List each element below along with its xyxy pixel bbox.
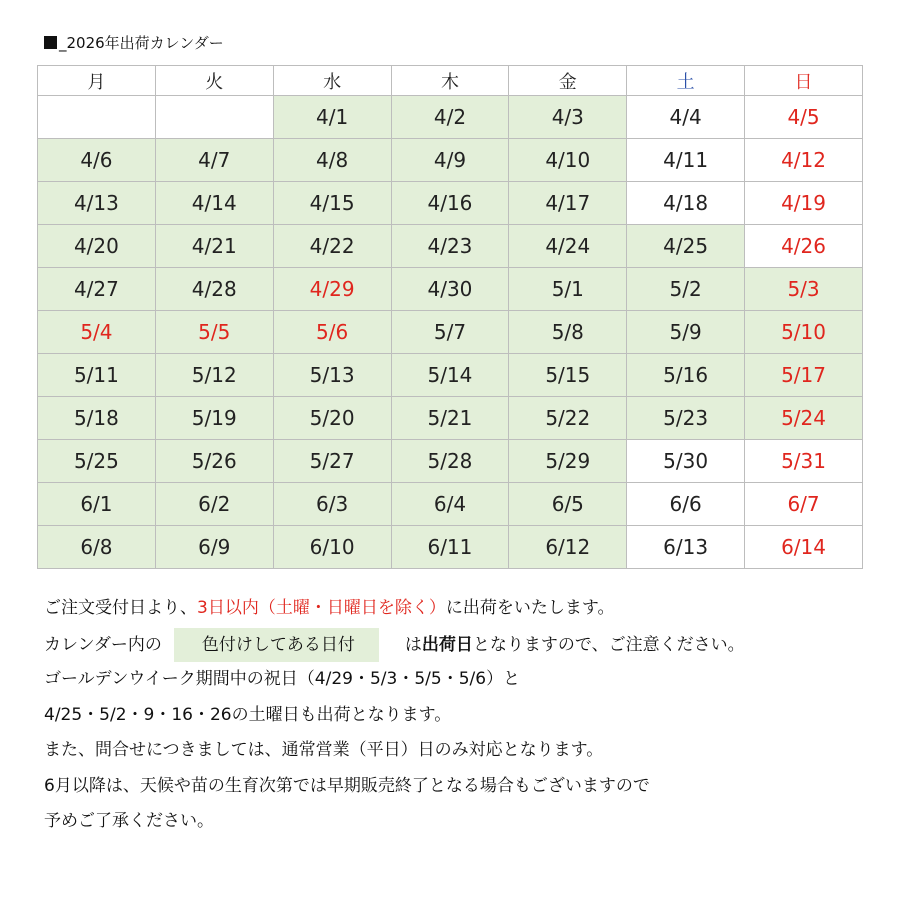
calendar-day-cell: 5/30 [627,440,745,483]
calendar-day-cell: 4/22 [273,225,391,268]
calendar-day-cell: 4/23 [391,225,509,268]
calendar-day-cell: 4/6 [38,139,156,182]
calendar-day-cell: 5/11 [38,354,156,397]
calendar-day-cell: 5/18 [38,397,156,440]
calendar-day-cell: 4/3 [509,96,627,139]
note-line-1 [44,592,884,628]
calendar-day-cell: 5/21 [391,397,509,440]
shipping-calendar [37,65,863,569]
calendar-day-cell: 4/2 [391,96,509,139]
calendar-day-cell: 5/16 [627,354,745,397]
calendar-day-cell: 5/31 [745,440,863,483]
weekday-header-row [38,66,863,96]
calendar-day-cell: 4/21 [155,225,273,268]
note-text: に出荷をいたします。 [445,598,615,618]
calendar-day-cell: 6/6 [627,483,745,526]
calendar-day-cell: 4/13 [38,182,156,225]
note-highlight: 3日以内（土曜・日曜日を除く） [197,598,446,618]
calendar-day-cell: 5/25 [38,440,156,483]
calendar-day-cell: 5/9 [627,311,745,354]
calendar-day-cell: 5/14 [391,354,509,397]
calendar-day-cell: 4/28 [155,268,273,311]
weekday-header: 土 [627,66,745,96]
note-line-2 [44,628,884,664]
calendar-week-row [38,225,863,268]
calendar-day-cell: 5/7 [391,311,509,354]
calendar-day-cell: 4/5 [745,96,863,139]
calendar-day-cell: 4/18 [627,182,745,225]
note-line-7: 予めご了承ください。 [44,811,214,831]
calendar-day-cell: 5/28 [391,440,509,483]
calendar-week-row [38,139,863,182]
calendar-day-cell: 5/29 [509,440,627,483]
calendar-week-row [38,182,863,225]
calendar-day-cell: 5/19 [155,397,273,440]
calendar-day-cell: 4/24 [509,225,627,268]
calendar-day-cell: 5/12 [155,354,273,397]
calendar-day-cell: 5/5 [155,311,273,354]
calendar-day-cell: 4/30 [391,268,509,311]
calendar-week-row [38,483,863,526]
calendar-empty-cell [38,96,156,139]
calendar-day-cell: 6/8 [38,526,156,569]
calendar-day-cell: 5/24 [745,397,863,440]
calendar-week-row [38,96,863,139]
calendar-day-cell: 5/4 [38,311,156,354]
calendar-day-cell: 6/14 [745,526,863,569]
note-line-5: また、問合せにつきましては、通常営業（平日）日のみ対応となります。 [44,740,604,760]
calendar-week-row [38,526,863,569]
note-bold: 出荷日 [421,634,473,655]
calendar-day-cell: 6/11 [391,526,509,569]
calendar-day-cell: 5/15 [509,354,627,397]
weekday-header: 日 [745,66,863,96]
note-text: は [404,634,422,655]
calendar-day-cell: 5/23 [627,397,745,440]
calendar-day-cell: 4/25 [627,225,745,268]
calendar-day-cell: 6/4 [391,483,509,526]
note-line-4: 4/25・5/2・9・16・26の土曜日も出荷となります。 [44,704,452,725]
notes [44,592,884,841]
calendar-day-cell: 4/4 [627,96,745,139]
calendar-day-cell: 5/27 [273,440,391,483]
calendar-day-cell: 6/7 [745,483,863,526]
calendar-day-cell: 5/3 [745,268,863,311]
calendar-week-row [38,354,863,397]
calendar-day-cell: 4/15 [273,182,391,225]
calendar-day-cell: 6/1 [38,483,156,526]
calendar-day-cell: 4/11 [627,139,745,182]
color-sample-label: 色付けしてある日付 [174,628,379,662]
calendar-day-cell: 5/20 [273,397,391,440]
note-line-3: ゴールデンウイーク期間中の祝日（4/29・5/3・5/5・5/6）と [44,669,521,689]
calendar-day-cell: 5/6 [273,311,391,354]
calendar-day-cell: 4/10 [509,139,627,182]
calendar-week-row [38,397,863,440]
calendar-day-cell: 5/13 [273,354,391,397]
calendar-day-cell: 4/27 [38,268,156,311]
calendar-day-cell: 4/19 [745,182,863,225]
calendar-day-cell: 5/2 [627,268,745,311]
weekday-header: 水 [273,66,391,96]
calendar-day-cell: 6/12 [509,526,627,569]
calendar-day-cell: 5/22 [509,397,627,440]
weekday-header: 金 [509,66,627,96]
calendar-day-cell: 6/9 [155,526,273,569]
weekday-header: 月 [38,66,156,96]
calendar-day-cell: 4/9 [391,139,509,182]
calendar-empty-cell [155,96,273,139]
calendar-week-row [38,268,863,311]
calendar-day-cell: 4/1 [273,96,391,139]
calendar-day-cell: 4/7 [155,139,273,182]
calendar-day-cell: 4/20 [38,225,156,268]
note-line-6: 6月以降は、天候や苗の生育次第では早期販売終了となる場合もございますので [44,775,650,796]
calendar-day-cell: 4/12 [745,139,863,182]
note-text: カレンダー内の [44,634,162,655]
calendar-day-cell: 6/2 [155,483,273,526]
calendar-day-cell: 5/8 [509,311,627,354]
calendar-day-cell: 5/10 [745,311,863,354]
calendar-day-cell: 5/1 [509,268,627,311]
page-title [44,32,224,53]
note-text: ご注文受付日より、 [44,598,197,618]
calendar-day-cell: 4/14 [155,182,273,225]
calendar-day-cell: 5/26 [155,440,273,483]
calendar-day-cell: 4/29 [273,268,391,311]
calendar-day-cell: 4/17 [509,182,627,225]
calendar-day-cell: 6/3 [273,483,391,526]
title-text: _2026年出荷カレンダー [59,34,224,52]
square-bullet-icon [44,36,57,49]
calendar-day-cell: 4/16 [391,182,509,225]
calendar-week-row [38,311,863,354]
calendar-day-cell: 6/5 [509,483,627,526]
calendar-week-row [38,440,863,483]
calendar-day-cell: 4/8 [273,139,391,182]
weekday-header: 木 [391,66,509,96]
calendar-day-cell: 6/13 [627,526,745,569]
calendar-day-cell: 5/17 [745,354,863,397]
note-text: となりますので、ご注意ください。 [472,634,745,655]
calendar-day-cell: 4/26 [745,225,863,268]
calendar-day-cell: 6/10 [273,526,391,569]
weekday-header: 火 [155,66,273,96]
